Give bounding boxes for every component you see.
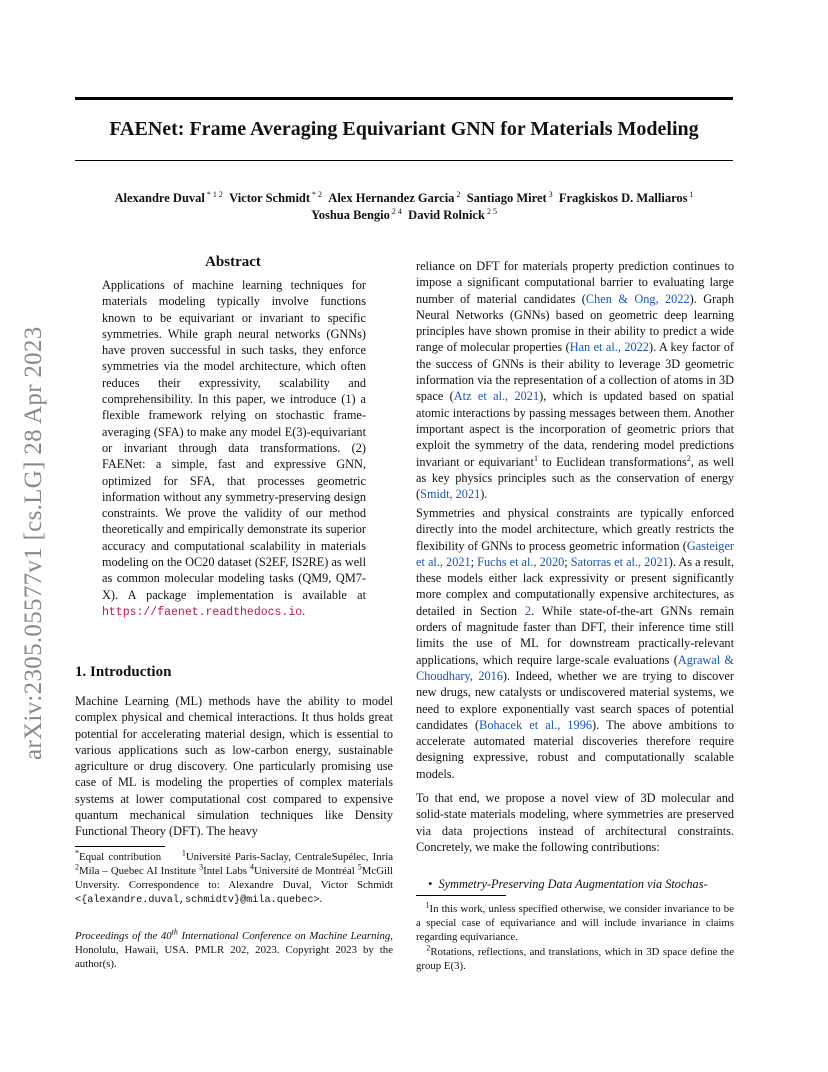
- citation-link[interactable]: Chen & Ong, 2022: [585, 291, 690, 306]
- footnote-number: 2: [426, 943, 431, 953]
- footnote-symbol: 2: [75, 862, 79, 872]
- footnote-symbol: 3: [199, 862, 204, 872]
- author-list-line2: [75, 208, 733, 223]
- footnote-text: In this work, unless specified otherwise, we consider invariance to be a special case of equivariance and will include invariance in claims regarding equivariance.: [416, 903, 734, 943]
- text-span: Université de Montréal: [253, 865, 355, 877]
- text-span: . While state-of-the-art GNNs remain orders of magnitude faster than DFT, their inference time still limits the use of ML for downstream practically-relevant applications, which require large-scale evaluations (: [416, 603, 734, 667]
- abstract-heading: Abstract: [205, 254, 261, 270]
- citation-link[interactable]: Han et al., 2022: [569, 340, 649, 355]
- footnote-symbol: *: [75, 848, 79, 858]
- footnote-symbol: 1: [181, 848, 186, 858]
- author-name: Yoshua Bengio: [311, 208, 390, 222]
- footnote-rule: [75, 846, 165, 847]
- title-rule-bottom: [75, 160, 733, 161]
- footnote-1: [416, 902, 734, 944]
- citation-link[interactable]: Bohacek et al., 1996: [479, 717, 593, 732]
- text-span: ). The above ambitions to accelerate automated material discoveries therefore require designing expressive, robust and computationally scalable models.: [416, 717, 734, 781]
- text-span: reliance on DFT for materials property prediction continues to impose a significant computational barrier to evaluating large number of material candidates (: [416, 259, 734, 306]
- footnote-number: 1: [425, 900, 430, 910]
- footnote-text: Rotations, reflections, and translations, which in 3D space define the group E(3).: [416, 946, 734, 972]
- right-column-paragraph-3: To that end, we propose a novel view of 3D molecular and solid-state materials modeling, where symmetries are preserved via data projections instead of architectural constraints. Concretely, we make the following contributions:: [416, 791, 734, 854]
- introduction-paragraph: Machine Learning (ML) methods have the ability to model complex physical and chemical interactions. It thus holds great potential for accelerating material design, which is essential to various applications such as low-carbon energy, sustainable agriculture or drug discovery. One particularly promising use case of ML is modeling the properties of complex materials systems at lower computational cost compared to expensive quantum mechanical simulation techniques like Density Functional Theory (DFT). The heavy: [75, 694, 393, 839]
- right-column-paragraph-1: [416, 258, 734, 502]
- bullet-dot-icon: •: [428, 877, 439, 891]
- author-affiliation-marks: 2: [454, 189, 461, 199]
- text-span: ).: [480, 487, 488, 502]
- text-span: Intel Labs: [203, 865, 247, 877]
- text-span: , as well as key physics principles such as the conservation of energy (: [416, 454, 734, 502]
- author-name: Santiago Miret: [466, 191, 547, 205]
- arxiv-identifier: arXiv:2305.05577v1 [cs.LG] 28 Apr 2023: [20, 326, 47, 760]
- footnote-marker[interactable]: 2: [686, 453, 691, 463]
- author-affiliation-marks: 3: [546, 189, 553, 199]
- author-name: Victor Schmidt: [229, 191, 311, 205]
- text-span: Symmetries and physical constraints are typically enforced directly into the model architecture, which greatly restricts the flexibility of GNNs to process geometric information (: [416, 506, 734, 553]
- author-name: Fragkiskos D. Malliaros: [558, 191, 688, 205]
- footnote-symbol: 4: [249, 862, 254, 872]
- abstract-body-text: Applications of machine learning techniques for materials modeling typically involve functions known to be equivariant or invariant to specific symmetries. While graph neural networks (GNNs) have proven successful in such tasks, they enforce symmetries via the model architecture, which often reduces their expressivity, scalability and comprehensibility. In this paper, we introduce (1) a flexible framework relying on stochastic frame-averaging (SFA) to make any model E(3)-equivariant or invariant through data transformations. (2) FAENet: a simple, fast and expressive GNN, optimized for SFA, that processes geometric information without any symmetry-preserving design constraints. We prove the validity of our method theoretically and empirically demonstrate its superior accuracy and computational scalability in materials modeling on the OC20 dataset (S2EF, IS2RE) as well as common molecular modeling tasks (QM9, QM7-X). A package implementation is available at: [102, 278, 366, 602]
- author-affiliation-marks: 2 4: [389, 206, 402, 216]
- author-affiliation-marks: * 1 2: [204, 189, 223, 199]
- text-span: , Honolulu, Hawaii, USA. PMLR 202, 2023. Copyright 2023 by the author(s).: [75, 930, 393, 970]
- text-span: Mila – Quebec AI Institute: [79, 865, 197, 877]
- abstract-end: .: [302, 603, 306, 618]
- section-link[interactable]: 2: [524, 603, 532, 618]
- footnote-rule: [416, 895, 506, 896]
- author-name: David Rolnick: [408, 208, 485, 222]
- author-affiliation-marks: 2 5: [484, 206, 497, 216]
- ordinal-suffix: th: [171, 927, 178, 937]
- text-span: to Euclidean transformations: [537, 454, 687, 469]
- author-list: [75, 191, 733, 206]
- footnote-symbol: 5: [357, 862, 362, 872]
- text-span: ). Indeed, whether we are trying to discover new drugs, new catalysts or undiscovered material systems, we need to explore exponentially vast search spaces of potential candidates (: [416, 668, 734, 732]
- text-span: ). As a result, these models either lack expressivity or present significantly more complex and computationally expensive architectures, as detailed in Section: [416, 554, 735, 618]
- author-name: Alexandre Duval: [114, 191, 205, 205]
- correspondence-email[interactable]: <{alexandre.duval,schmidtv}@mila.quebec>: [75, 895, 320, 906]
- footnote-marker[interactable]: 1: [533, 453, 538, 463]
- package-url-link[interactable]: https://faenet.readthedocs.io: [102, 605, 303, 619]
- bullet-text: Symmetry-Preserving Data Augmentation via Stochas-: [438, 877, 708, 891]
- author-name: Alex Hernandez Garcia: [328, 191, 455, 205]
- section-heading-introduction: 1. Introduction: [75, 664, 172, 680]
- text-span: Equal contribution: [79, 851, 162, 863]
- contribution-bullet: [428, 877, 708, 892]
- text-span: ;: [564, 554, 571, 569]
- text-span: Université Paris-Saclay, CentraleSupélec, Inria: [185, 851, 393, 863]
- text-span: ;: [470, 554, 478, 569]
- abstract-text: [102, 277, 366, 621]
- citation-link[interactable]: Smidt, 2021: [420, 487, 481, 502]
- author-affiliation-marks: * 2: [310, 189, 323, 199]
- text-span: McGill Unversity. Correspondence to: Alexandre Duval, Victor Schmidt: [75, 865, 393, 891]
- citation-link[interactable]: Fuchs et al., 2020: [477, 554, 565, 569]
- footnote-2: [416, 945, 734, 973]
- citation-link[interactable]: Agrawal & Choudhary, 2016: [416, 652, 734, 683]
- text-span: ), which is updated based on spatial atomic interactions by passing messages between them. Another important aspect is the incorporation of geometric priors that exploit the symmetry of the data, rendering model predictions invariant or equivariant: [416, 389, 734, 469]
- text-span: ). A key factor of the success of GNNs is their ability to leverage 3D geometric information via the representation of a collection of atoms in 3D space (: [416, 340, 734, 404]
- citation-link[interactable]: Satorras et al., 2021: [570, 554, 669, 569]
- right-column-paragraph-2: [416, 505, 734, 782]
- text-span: International Conference on Machine Learning: [177, 930, 391, 942]
- text-span: Proceedings of the 40: [75, 930, 172, 942]
- text-span: .: [319, 893, 323, 905]
- citation-link[interactable]: Atz et al., 2021: [453, 389, 540, 404]
- citation-link[interactable]: Gasteiger et al., 2021: [416, 538, 734, 569]
- affiliation-footnote: [75, 850, 393, 908]
- text-span: ). Graph Neural Networks (GNNs) based on geometric deep learning principles have shown promise in their ability to predict a wide range of molecular properties (: [416, 291, 734, 355]
- title-rule-top: [75, 97, 733, 100]
- paper-title: FAENet: Frame Averaging Equivariant GNN for Materials Modeling: [109, 118, 699, 140]
- author-affiliation-marks: 1: [687, 189, 694, 199]
- proceedings-note: [75, 929, 393, 971]
